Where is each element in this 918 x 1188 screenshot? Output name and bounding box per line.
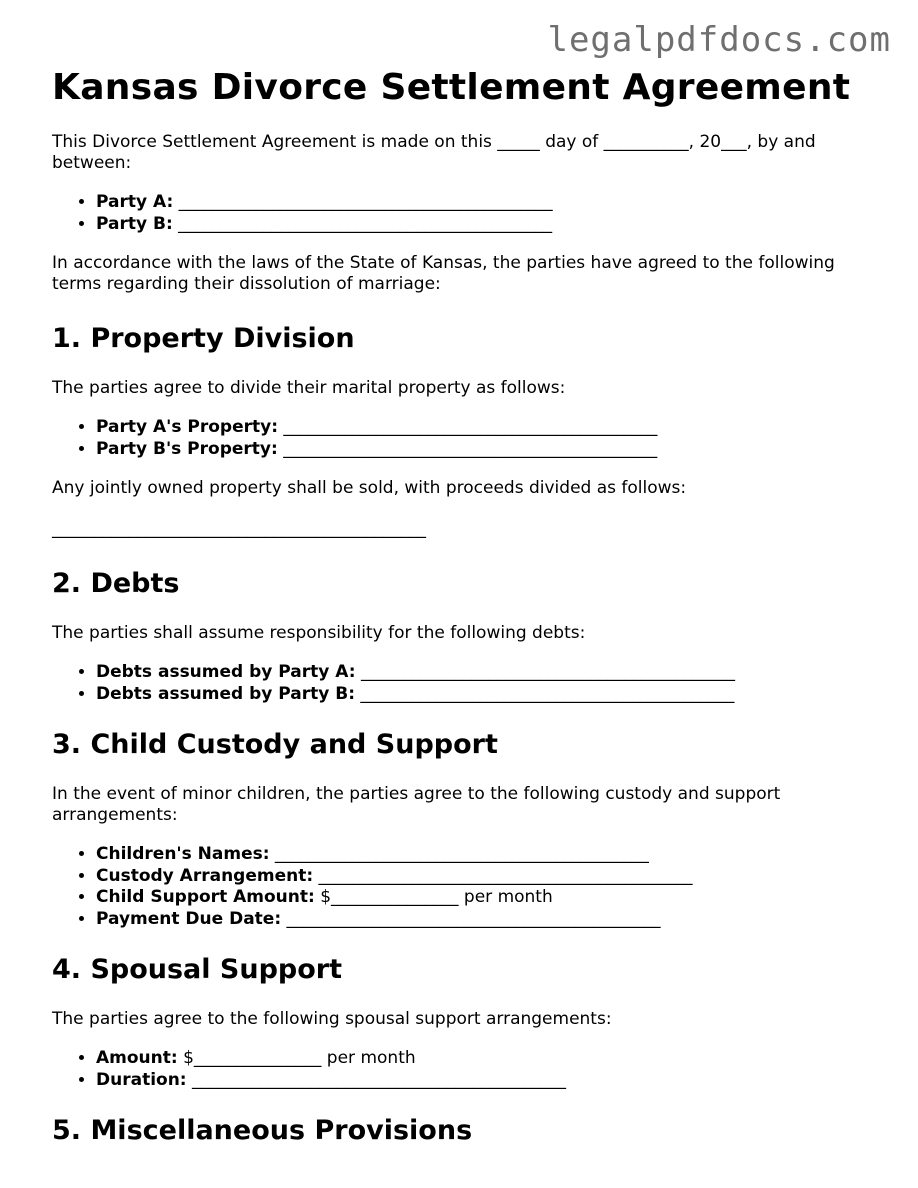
accordance-paragraph: In accordance with the laws of the State of Kansas, the parties have agreed to the following terms regarding their dissolution of marriage:: [52, 253, 835, 294]
list-item: [96, 439, 872, 461]
blank-field: ____________________________________________: [277, 438, 658, 459]
section-heading-spousal: 4. Spousal Support: [52, 954, 343, 985]
property-list: [52, 417, 872, 460]
joint-property-paragraph: Any jointly owned property shall be sold, with proceeds divided as follows:: [52, 478, 687, 498]
blank-field: ____________________________________________: [313, 865, 693, 886]
field-label: Debts assumed by Party A:: [96, 662, 356, 682]
blank-field: ____________________________________________: [355, 662, 735, 682]
field-label: Party A's Property:: [96, 417, 278, 437]
section-heading-custody: 3. Child Custody and Support: [52, 729, 498, 760]
blank-field: ____________________________________________: [172, 213, 553, 234]
blank-field: $_______________ per month: [177, 1048, 416, 1068]
joint-property-blank: ____________________________________________: [52, 519, 426, 539]
field-label: Duration:: [96, 1069, 187, 1090]
list-item: [96, 909, 872, 931]
watermark: legalpdfdocs.com: [547, 20, 891, 60]
list-item: [96, 192, 872, 214]
section-lead: The parties agree to the following spousal support arrangements:: [52, 1009, 612, 1029]
list-item: [96, 417, 872, 439]
debts-list: [52, 662, 872, 705]
section-lead: The parties agree to divide their marital property as follows:: [52, 378, 566, 398]
blank-field: ____________________________________________: [355, 683, 735, 704]
blank-field: ____________________________________________: [269, 844, 649, 864]
field-label: Party B's Property:: [96, 438, 278, 459]
spousal-list: [52, 1048, 872, 1091]
section-lead: The parties shall assume responsibility for the following debts:: [52, 623, 586, 643]
section-heading-debts: 2. Debts: [52, 568, 180, 599]
field-label: Children's Names:: [96, 844, 270, 864]
list-item: [96, 684, 872, 706]
field-label: Payment Due Date:: [96, 908, 282, 929]
list-item: [96, 887, 872, 909]
blank-field: ____________________________________________: [278, 417, 658, 437]
section-lead: In the event of minor children, the parties agree to the following custody and support arrangements:: [52, 784, 781, 825]
list-item: [96, 866, 872, 888]
field-label: Custody Arrangement:: [96, 865, 314, 886]
field-label: Debts assumed by Party B:: [96, 683, 356, 704]
blank-field: ____________________________________________: [281, 908, 661, 929]
list-item: [96, 844, 872, 866]
intro-paragraph: This Divorce Settlement Agreement is made on this _____ day of __________, 20___, by and between:: [52, 132, 816, 173]
list-item: [96, 1048, 872, 1070]
field-label: Party B:: [96, 213, 173, 234]
list-item: [96, 662, 872, 684]
blank-field: ____________________________________________: [173, 192, 553, 212]
custody-list: [52, 844, 872, 930]
blank-field: ____________________________________________: [186, 1069, 567, 1090]
list-item: [96, 214, 872, 236]
parties-list: [52, 192, 872, 235]
field-label: Child Support Amount:: [96, 887, 315, 907]
section-heading-property: 1. Property Division: [52, 323, 355, 354]
section-heading-misc: 5. Miscellaneous Provisions: [52, 1115, 473, 1146]
document-title: Kansas Divorce Settlement Agreement: [52, 67, 851, 108]
list-item: [96, 1070, 872, 1092]
field-label: Party A:: [96, 192, 174, 212]
document: [52, 66, 872, 1148]
blank-field: $_______________ per month: [314, 887, 553, 907]
field-label: Amount:: [96, 1048, 178, 1068]
